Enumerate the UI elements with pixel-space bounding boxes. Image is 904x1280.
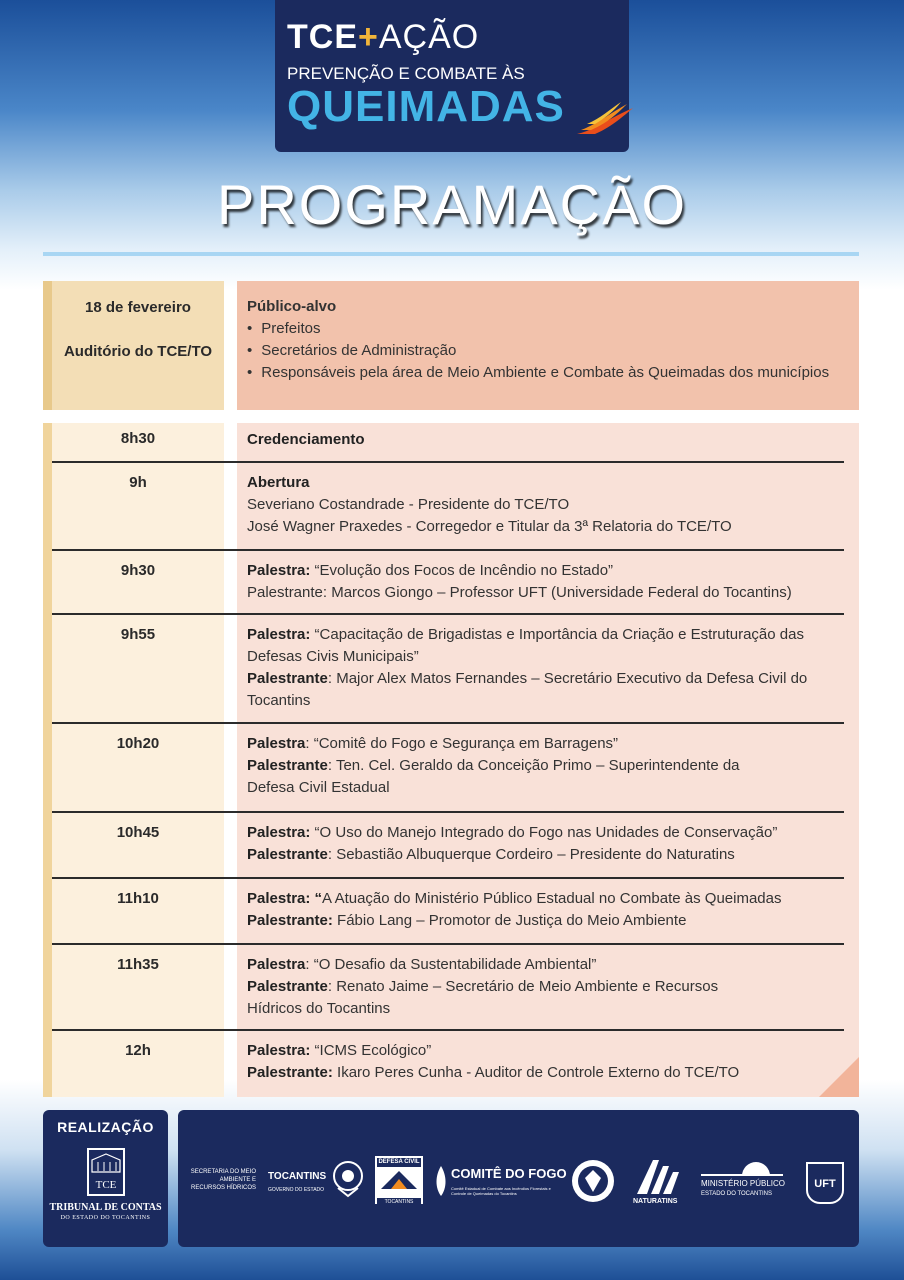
organizer-panel <box>43 1110 168 1247</box>
comite-subtitle: Comitê Estadual de Combate aos Incêndios Florestais e Controle de Queimadas do Tocantins <box>451 1186 551 1196</box>
tce-name: TRIBUNAL DE CONTAS <box>49 1202 162 1213</box>
logo-subtitle: PREVENÇÃO E COMBATE ÀS <box>287 64 525 83</box>
schedule-time: 9h55 <box>120 626 156 643</box>
event-venue: Auditório do TCE/TO <box>63 343 213 360</box>
audience-heading: Público-alvo <box>247 298 337 315</box>
audience-panel <box>237 281 859 410</box>
tocantins-subtitle: GOVERNO DO ESTADO <box>268 1187 325 1193</box>
tce-emblem-icon <box>87 1148 125 1196</box>
schedule-description: Palestra: “A Atuação do Ministério Público Estadual no Combate às Queimadas Palestrante: Fábio Lang – Promotor de Justiça do Meio Ambiente <box>247 890 782 929</box>
uft-logo: UFT <box>806 1162 844 1204</box>
mp-subtitle: ESTADO DO TOCANTINS <box>701 1191 773 1197</box>
schedule-accent-bar <box>43 423 52 1097</box>
schedule-row <box>52 879 844 945</box>
schedule-row <box>52 551 844 615</box>
title-divider <box>43 252 859 256</box>
event-logo <box>275 0 629 152</box>
page-title: PROGRAMAÇÃO <box>216 173 688 236</box>
tce-state: DO ESTADO DO TOCANTINS <box>60 1215 151 1221</box>
comite-do-fogo-logo: COMITÊ DO FOGO <box>451 1166 567 1181</box>
schedule-row <box>52 463 844 551</box>
schedule-row <box>52 945 844 1031</box>
schedule-description: Palestra: “ICMS Ecológico” Palestrante: Ikaro Peres Cunha - Auditor de Controle Externo do TCE/TO <box>247 1042 740 1081</box>
schedule-time: 11h10 <box>117 890 159 907</box>
audience-item: • Secretários de Administração <box>247 340 859 362</box>
audience-list <box>247 318 859 384</box>
event-date: 18 de fevereiro <box>85 299 191 316</box>
partners-panel <box>178 1110 859 1247</box>
schedule-row <box>52 724 844 813</box>
schedule-description: Palestra: “O Uso do Manejo Integrado do Fogo nas Unidades de Conservação” Palestrante: Sebastião Albuquerque Cordeiro – Presidente do Naturatins <box>247 824 778 863</box>
schedule-description: Palestra: “Capacitação de Brigadistas e Importância da Criação e Estruturação das Defesas Civis Municipais” Palestrante: Major Alex Matos Fernandes – Secretário Executivo da Defesa Civil do Tocantins <box>247 626 808 709</box>
fire-committee-icon <box>433 1164 449 1198</box>
schedule-time: 9h30 <box>120 562 156 579</box>
semarh-logo: SECRETARIA DO MEIO AMBIENTE E RECURSOS HÍDRICOS <box>190 1169 256 1191</box>
police-emblem-icon <box>570 1158 616 1204</box>
schedule-row <box>52 615 844 724</box>
naturatins-logo: NATURATINS <box>633 1198 678 1205</box>
logo-title: TCE+AÇÃO <box>287 18 480 56</box>
state-coat-of-arms-icon <box>330 1158 366 1198</box>
naturatins-icon <box>633 1156 683 1196</box>
flame-icon <box>575 100 635 136</box>
schedule-row <box>52 1031 844 1097</box>
schedule-description: Abertura Severiano Costandrade - Presidente do TCE/TO José Wagner Praxedes - Corregedor e Titular da 3ª Relatoria do TCE/TO <box>247 474 732 535</box>
schedule-description: Credenciamento <box>247 431 365 448</box>
schedule-row <box>52 423 844 463</box>
ministerio-publico-logo: MINISTÉRIO PÚBLICO <box>701 1179 786 1188</box>
logo-main-word: QUEIMADAS <box>287 82 565 131</box>
schedule-description: Palestra: “Comitê do Fogo e Segurança em Barragens” Palestrante: Ten. Cel. Geraldo da Conceição Primo – Superintendente da Defesa Civil Estadual <box>247 735 740 796</box>
audience-item: • Responsáveis pela área de Meio Ambiente e Combate às Queimadas dos municípios <box>247 362 859 384</box>
tocantins-logo: TOCANTINS <box>268 1171 327 1182</box>
tce-emblem-text: TCE <box>95 1179 117 1191</box>
schedule-row <box>52 813 844 879</box>
organizer-label: REALIZAÇÃO <box>57 1119 154 1135</box>
event-date-venue <box>43 281 224 410</box>
schedule-description: Palestra: “Evolução dos Focos de Incêndio no Estado” Palestrante: Marcos Giongo – Professor UFT (Universidade Federal do Tocantins) <box>247 562 792 601</box>
schedule-time: 10h20 <box>116 735 160 752</box>
building-icon <box>89 1152 123 1174</box>
audience-item: • Prefeitos <box>247 318 859 340</box>
defesa-civil-logo: DEFESA CIVIL TOCANTINS <box>375 1156 423 1204</box>
schedule-time: 8h30 <box>120 430 156 447</box>
schedule-time: 10h45 <box>116 824 160 841</box>
defesa-civil-icon <box>377 1167 421 1193</box>
schedule-description: Palestra: “O Desafio da Sustentabilidade Ambiental” Palestrante: Renato Jaime – Secretário de Meio Ambiente e Recursos Hídricos do Tocantins <box>247 956 719 1017</box>
schedule-time: 11h35 <box>117 956 159 973</box>
schedule-time: 12h <box>125 1042 151 1059</box>
plus-icon: + <box>358 18 379 56</box>
schedule-time: 9h <box>129 474 147 491</box>
mp-sun-icon <box>701 1160 783 1176</box>
